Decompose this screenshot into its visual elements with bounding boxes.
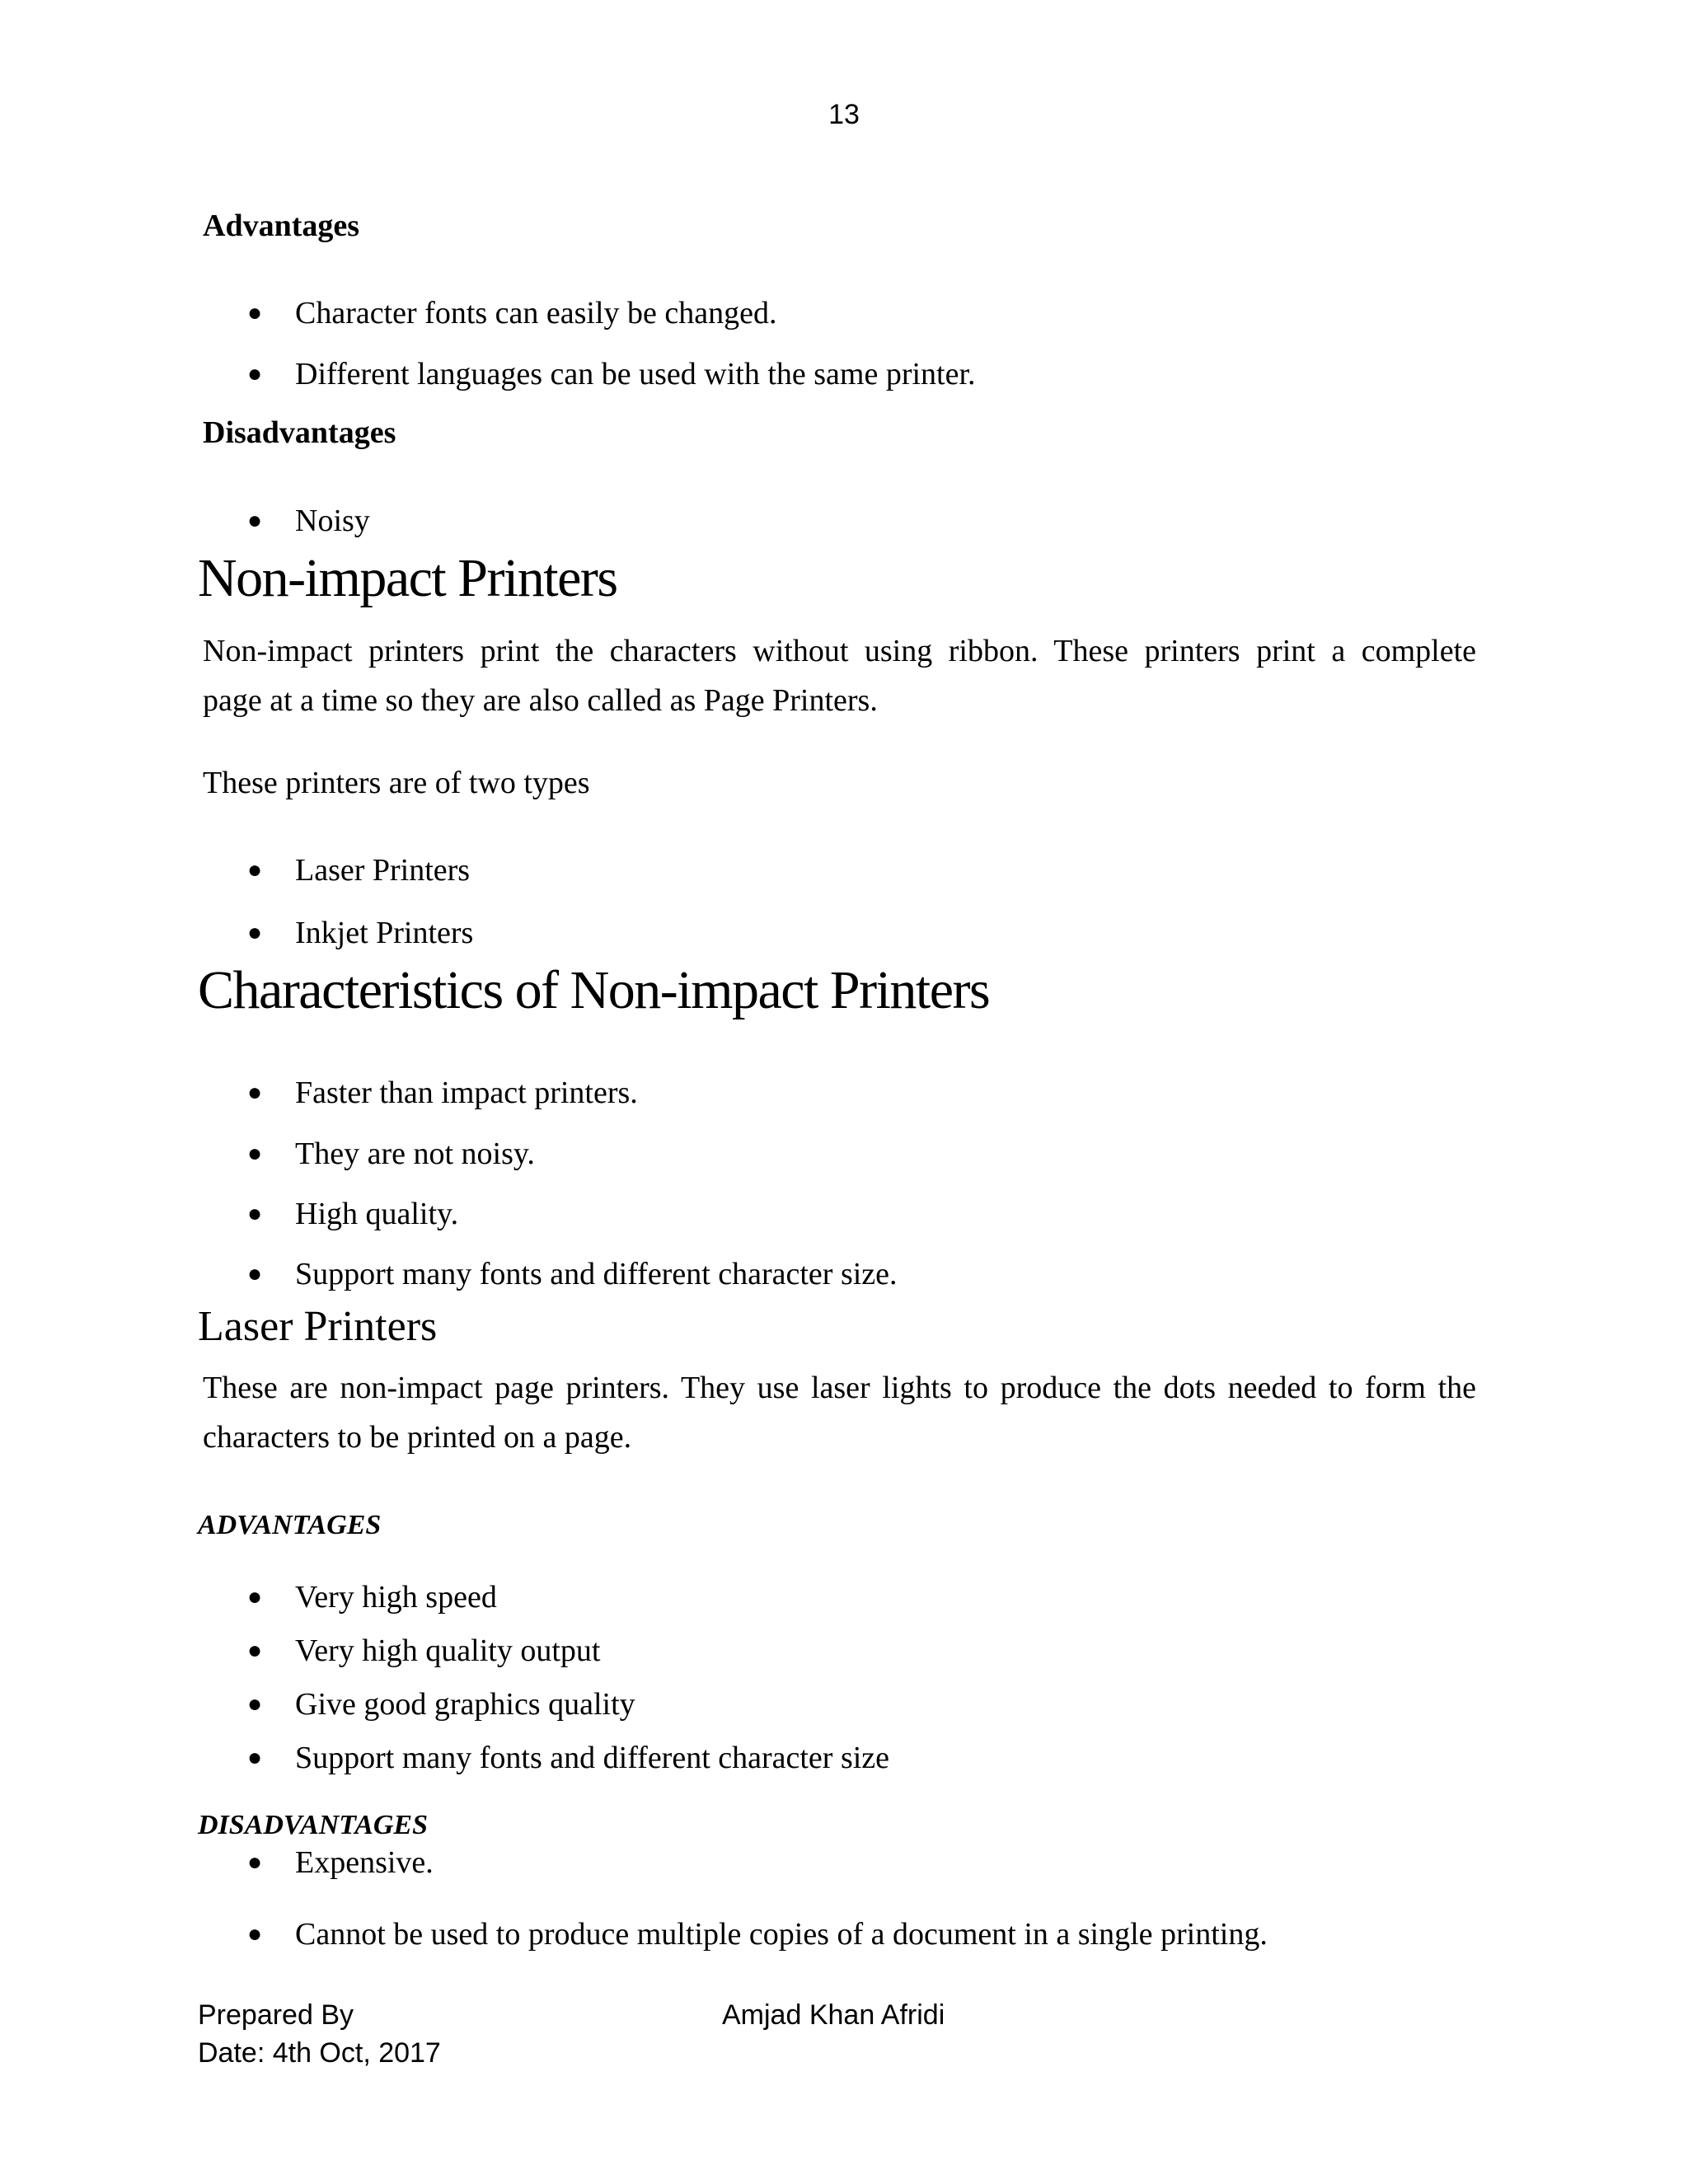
footer-date: Date: 4th Oct, 2017 [198,2037,441,2069]
laser-paragraph-line-1: These are non-impact page printers. They use laser lights to produce the dots needed to form the [203,1371,1476,1405]
non-impact-paragraph-line-2: page at a time so they are also called as Page Printers. [203,683,878,718]
laser-heading: Laser Printers [198,1303,438,1350]
laser-disadvantages-heading: DISADVANTAGES [198,1810,429,1840]
laser-advantages-heading: ADVANTAGES [198,1510,382,1540]
non-impact-heading: Non-impact Printers [198,548,617,608]
footer-author: Amjad Khan Afridi [722,1999,945,2031]
non-impact-paragraph-line-1: Non-impact printers print the characters without using ribbon. These printers print a complete [203,634,1476,668]
footer-prepared-by: Prepared By [198,1999,354,2031]
advantages-heading: Advantages [203,209,360,243]
types-intro: These printers are of two types [203,766,590,800]
laser-paragraph-line-2: characters to be printed on a page. [203,1420,632,1455]
page-number: 13 [828,99,860,130]
characteristics-heading: Characteristics of Non-impact Printers [198,960,990,1020]
disadvantages-heading: Disadvantages [203,415,396,450]
